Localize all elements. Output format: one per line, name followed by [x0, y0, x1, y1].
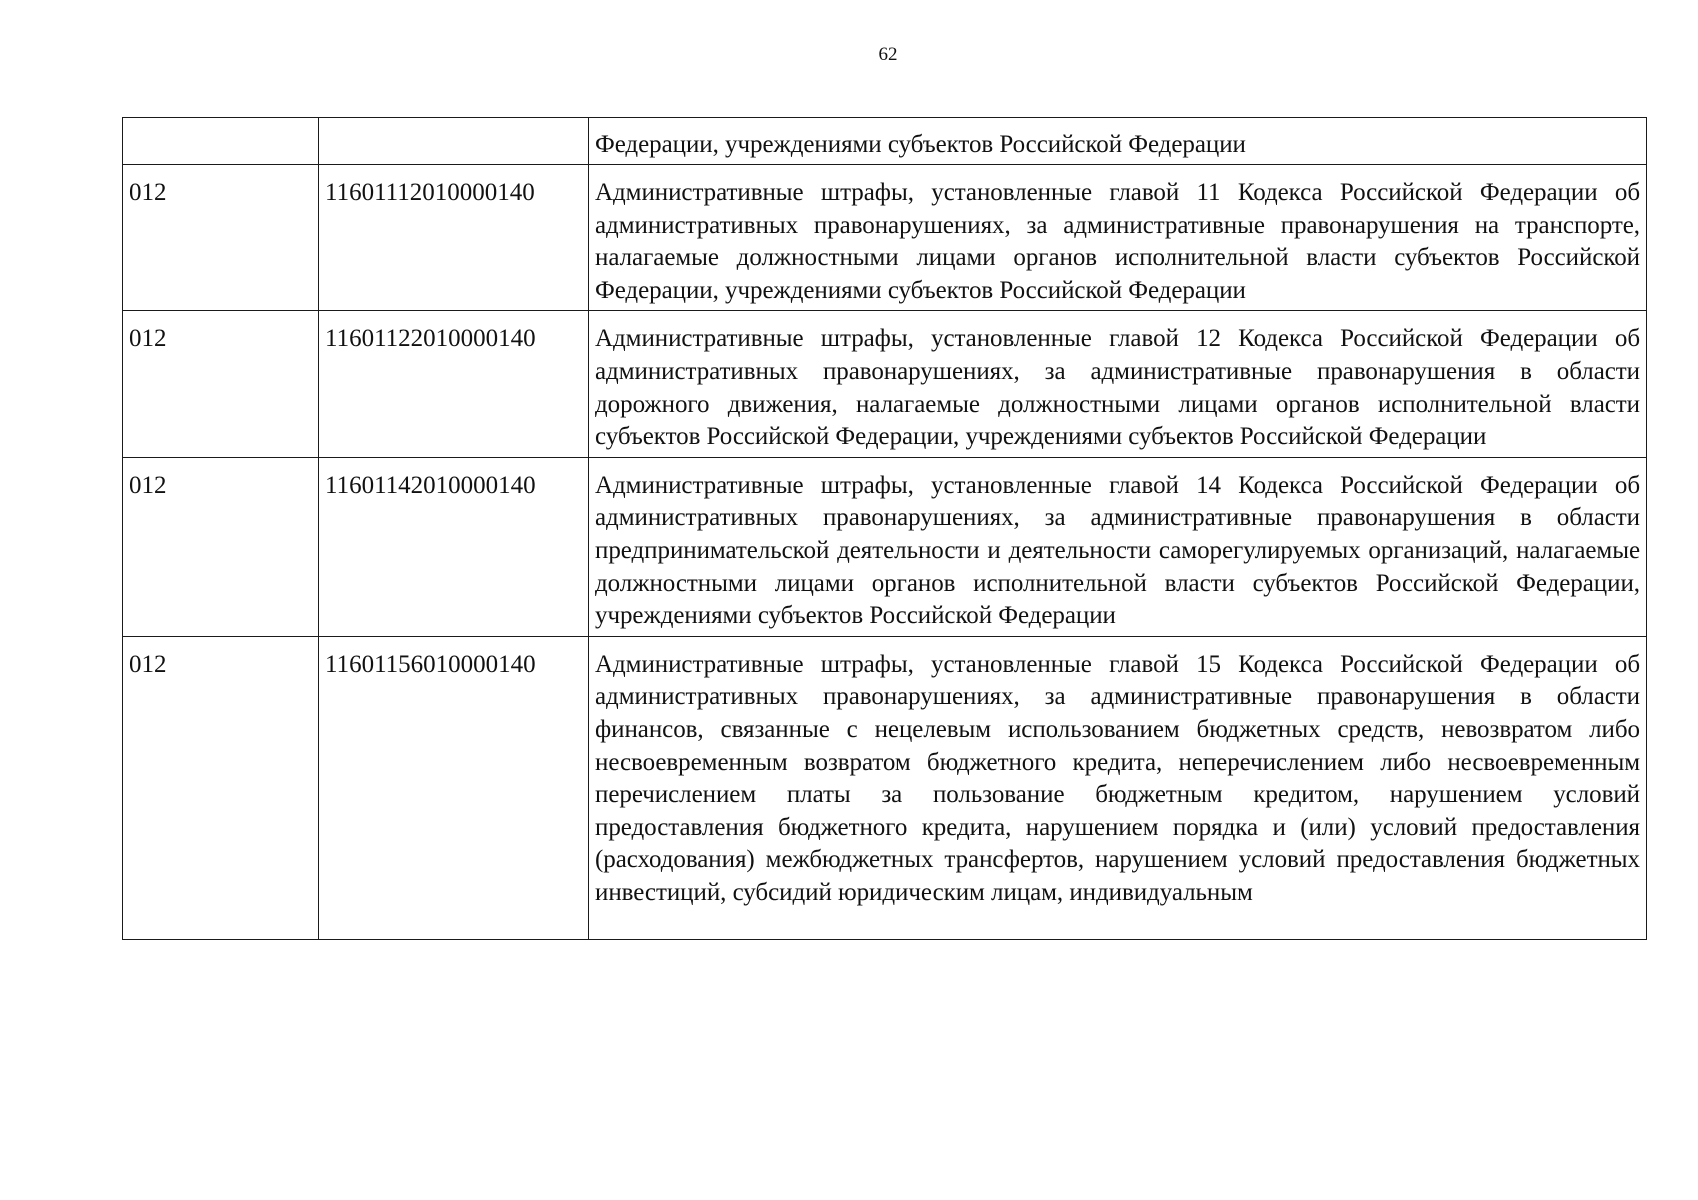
description-cell: Административные штрафы, установленные главой 12 Кодекса Российской Федерации об административных правонарушениях, за административные правонарушения в области дорожного движения, налагаемые должностными лицами органов исполнительной власти субъектов Российской Федерации, учреждениями субъектов Российской Федерации [589, 311, 1647, 457]
page-number: 62 [878, 44, 898, 65]
description-cell: Административные штрафы, установленные главой 11 Кодекса Российской Федерации об административных правонарушениях, за административные правонарушения на транспорте, налагаемые должностными лицами органов исполнительной власти субъектов Российской Федерации, учреждениями субъектов Российской Федерации [589, 165, 1647, 311]
admin-code-cell: 012 [123, 457, 319, 636]
budget-code-cell: 11601112010000140 [319, 165, 589, 311]
table-row [123, 165, 1647, 311]
budget-code-cell: 11601122010000140 [319, 311, 589, 457]
budget-code-cell [319, 118, 589, 165]
budget-code-cell: 11601156010000140 [319, 636, 589, 939]
admin-code-cell: 012 [123, 311, 319, 457]
admin-code-cell [123, 118, 319, 165]
description-cell: Административные штрафы, установленные главой 15 Кодекса Российской Федерации об административных правонарушениях, за административные правонарушения в области финансов, связанные с нецелевым использованием бюджетных средств, невозвратом либо несвоевременным возвратом бюджетного кредита, неперечислением либо несвоевременным перечислением платы за пользование бюджетным кредитом, нарушением условий предоставления бюджетного кредита, нарушением порядка и (или) условий предоставления (расходования) межбюджетных трансфертов, нарушением условий предоставления бюджетных инвестиций, субсидий юридическим лицам, индивидуальным [589, 636, 1647, 939]
revenue-codes-table [122, 117, 1647, 940]
description-cell: Федерации, учреждениями субъектов Российской Федерации [589, 118, 1647, 165]
budget-code-cell: 11601142010000140 [319, 457, 589, 636]
table-row [123, 636, 1647, 939]
table-row [123, 457, 1647, 636]
admin-code-cell: 012 [123, 165, 319, 311]
table-row [123, 118, 1647, 165]
admin-code-cell: 012 [123, 636, 319, 939]
table-row [123, 311, 1647, 457]
description-cell: Административные штрафы, установленные главой 14 Кодекса Российской Федерации об административных правонарушениях, за административные правонарушения в области предпринимательской деятельности и деятельности саморегулируемых организаций, налагаемые должностными лицами органов исполнительной власти субъектов Российской Федерации, учреждениями субъектов Российской Федерации [589, 457, 1647, 636]
